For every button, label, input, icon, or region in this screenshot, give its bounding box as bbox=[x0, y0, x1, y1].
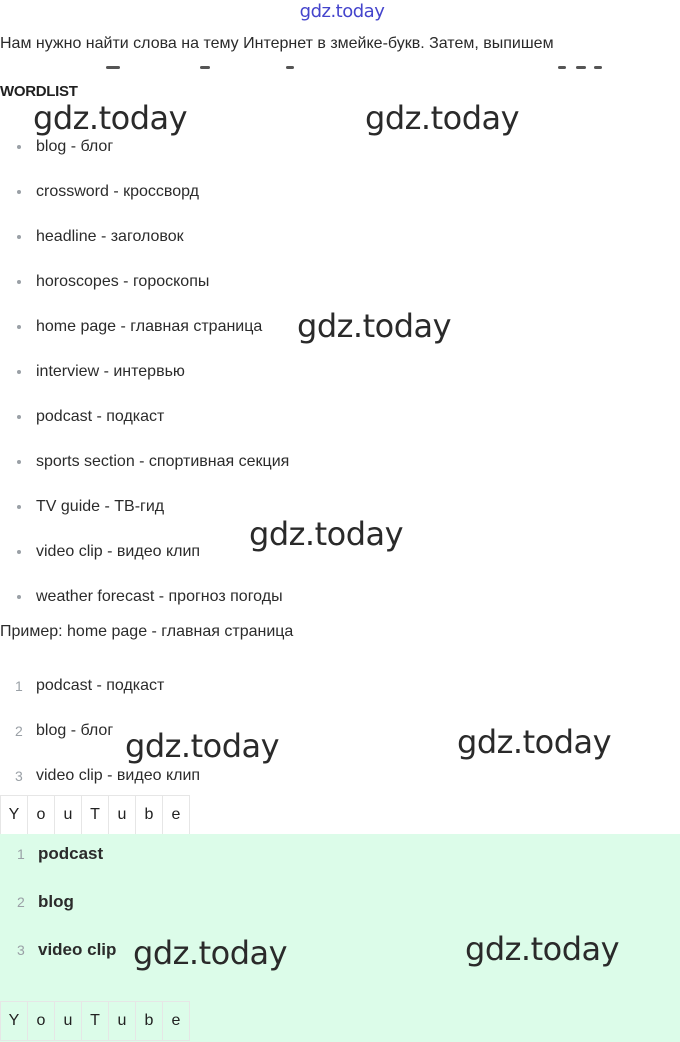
watermark: gdz.today bbox=[297, 307, 452, 345]
letter-cell: u bbox=[55, 796, 82, 834]
step-number: 2 bbox=[17, 894, 25, 910]
wordlist-entry: video clip - видео клип bbox=[36, 543, 201, 560]
bullet-icon bbox=[17, 325, 21, 329]
bullet-icon bbox=[17, 145, 21, 149]
step-number: 1 bbox=[15, 678, 23, 694]
wordlist-entry: crossword - кроссворд bbox=[36, 183, 200, 200]
answer-text: blog bbox=[38, 892, 74, 911]
list-item bbox=[0, 360, 680, 384]
watermark: gdz.today bbox=[249, 515, 404, 553]
list-item bbox=[0, 225, 680, 249]
list-item bbox=[0, 450, 680, 474]
list-item bbox=[0, 405, 680, 429]
answer-text: podcast bbox=[38, 844, 104, 863]
letter-cell: T bbox=[82, 1002, 109, 1040]
list-item bbox=[0, 270, 680, 294]
watermark: gdz.today bbox=[365, 99, 520, 137]
bullet-icon bbox=[17, 595, 21, 599]
step-number: 2 bbox=[15, 723, 23, 739]
watermark: gdz.today bbox=[133, 934, 288, 972]
letter-cell: e bbox=[171, 806, 181, 823]
letter-cell: o bbox=[28, 796, 55, 834]
bullet-icon bbox=[17, 550, 21, 554]
list-item bbox=[0, 180, 680, 204]
watermark: gdz.today bbox=[457, 723, 612, 761]
list-item bbox=[0, 135, 680, 159]
wordlist-entry: home page - главная страница bbox=[36, 318, 263, 335]
watermark: gdz.today bbox=[125, 727, 280, 765]
bullet-icon bbox=[17, 460, 21, 464]
list-item bbox=[0, 764, 680, 788]
answer-text: video clip bbox=[38, 940, 117, 959]
answer-youtube-letter-grid bbox=[0, 1001, 190, 1041]
bullet-icon bbox=[17, 235, 21, 239]
letter-cell: Y bbox=[1, 1002, 28, 1040]
cropped-text-line bbox=[100, 66, 620, 74]
letter-cell: e bbox=[171, 1012, 181, 1029]
wordlist-entry: podcast - подкаст bbox=[36, 408, 165, 425]
wordlist-entry: weather forecast - прогноз погоды bbox=[36, 588, 283, 605]
list-item bbox=[0, 842, 680, 866]
example-text: Пример: home page - главная страница bbox=[0, 623, 294, 640]
intro-text: Нам нужно найти слова на тему Интернет в змейке-букв. Затем, выпишем bbox=[0, 35, 554, 52]
watermark-top: gdz.today bbox=[299, 1, 385, 22]
watermark: gdz.today bbox=[465, 930, 620, 968]
wordlist-entry: TV guide - ТВ-гид bbox=[36, 498, 165, 515]
youtube-letter-grid bbox=[0, 795, 190, 835]
letter-cell: Y bbox=[1, 796, 28, 834]
wordlist-entry: horoscopes - гороскопы bbox=[36, 273, 210, 290]
step-number: 3 bbox=[17, 942, 25, 958]
letter-cell: u bbox=[55, 1002, 82, 1040]
letter-cell: u bbox=[109, 1002, 136, 1040]
step-text: video clip - видео клип bbox=[36, 767, 201, 784]
letter-cell: b bbox=[136, 796, 163, 834]
step-text: podcast - подкаст bbox=[36, 677, 165, 694]
bullet-icon bbox=[17, 280, 21, 284]
bullet-icon bbox=[17, 370, 21, 374]
letter-cell: u bbox=[109, 796, 136, 834]
bullet-icon bbox=[17, 415, 21, 419]
wordlist-entry: interview - интервью bbox=[36, 363, 185, 380]
wordlist-entry: blog - блог bbox=[36, 138, 114, 155]
letter-cell: T bbox=[82, 796, 109, 834]
letter-cell: b bbox=[136, 1002, 163, 1040]
step-text: blog - блог bbox=[36, 722, 114, 739]
step-number: 1 bbox=[17, 846, 25, 862]
list-item bbox=[0, 890, 680, 914]
bullet-icon bbox=[17, 190, 21, 194]
wordlist-heading: WORDLIST bbox=[0, 83, 78, 100]
bullet-icon bbox=[17, 505, 21, 509]
wordlist-entry: headline - заголовок bbox=[36, 228, 184, 245]
wordlist-entry: sports section - спортивная секция bbox=[36, 453, 290, 470]
letter-cell: o bbox=[28, 1002, 55, 1040]
watermark: gdz.today bbox=[33, 99, 188, 137]
list-item bbox=[0, 674, 680, 698]
list-item bbox=[0, 585, 680, 609]
step-number: 3 bbox=[15, 768, 23, 784]
